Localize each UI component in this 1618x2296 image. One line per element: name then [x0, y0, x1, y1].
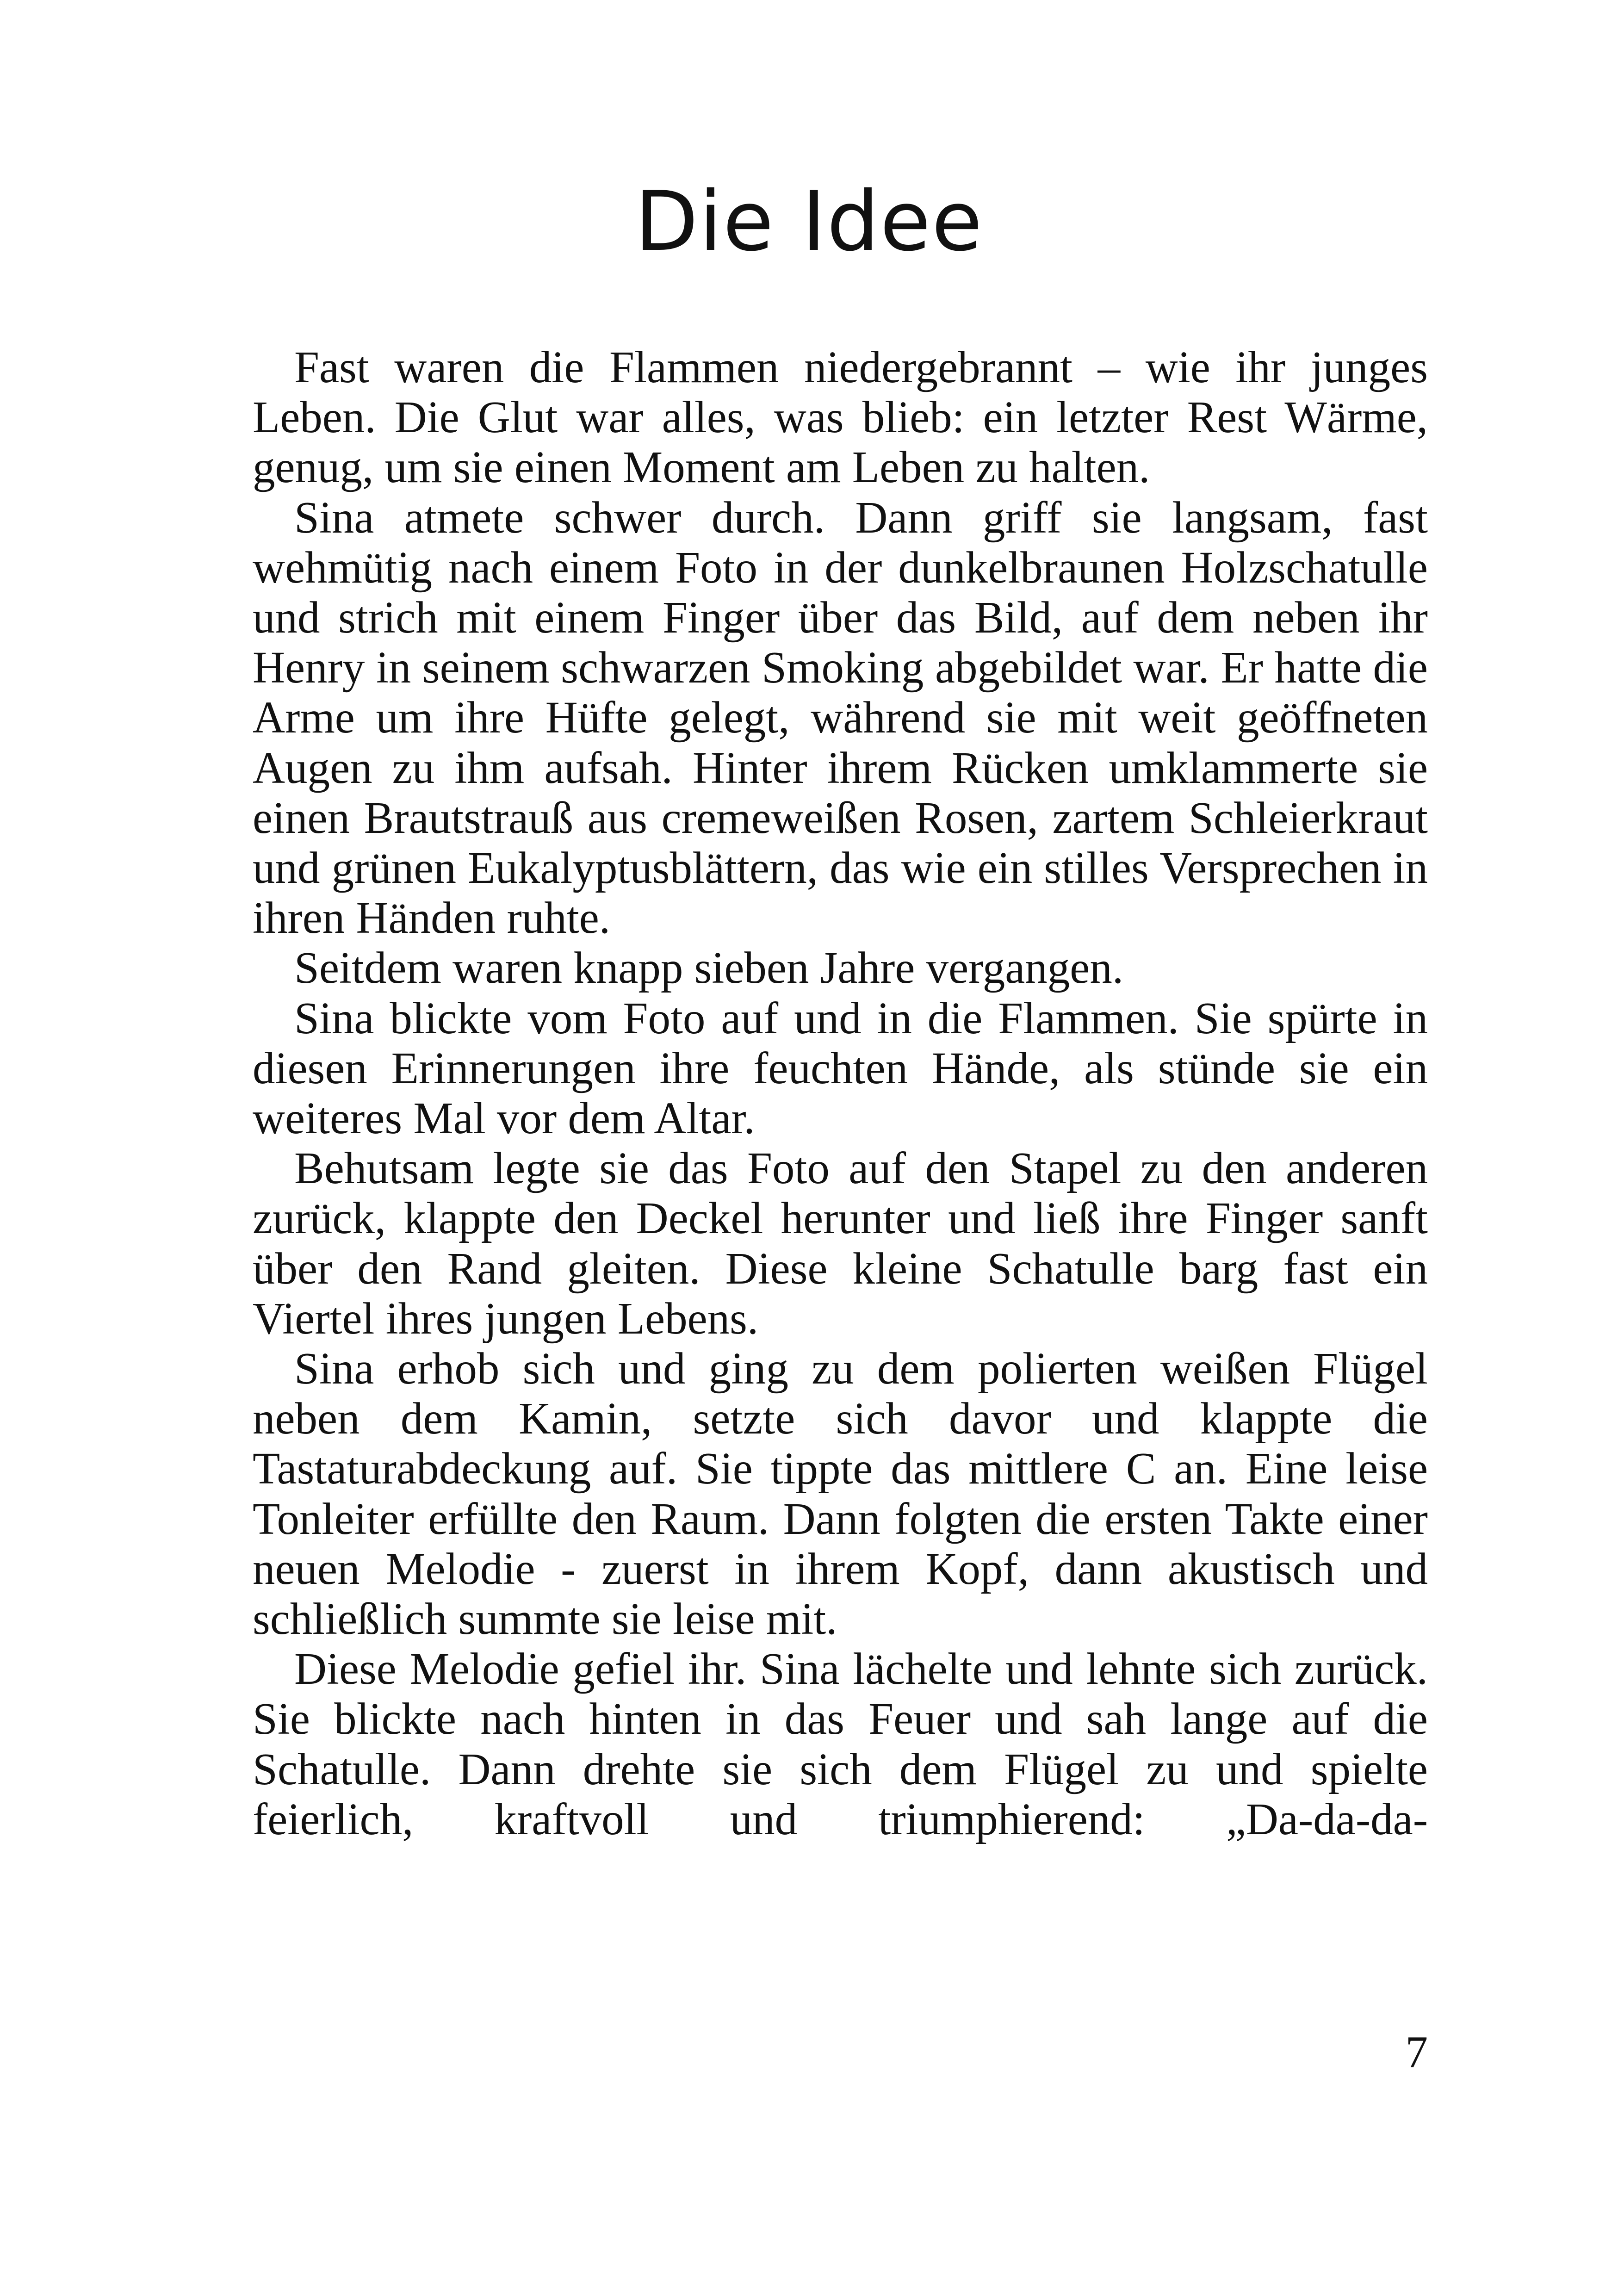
paragraph: Sina atmete schwer durch. Dann griff sie langsam, fast wehmütig nach einem Foto in der dunkelbraunen Holzschatulle und strich mit einem Finger über das Bild, auf dem neben ihr Henry in seinem schwarzen Smoking abgebildet war. Er hatte die Arme um ihre Hüfte gelegt, während sie mit weit geöffneten Augen zu ihm aufsah. Hinter ihrem Rücken umklammerte sie einen Brautstrauß aus cremeweißen Rosen, zartem Schleierkraut und grünen Eukalyptusblättern, das wie ein stilles Versprechen in ihren Händen ruhte. [253, 492, 1428, 943]
page-number: 7 [1405, 2027, 1428, 2077]
paragraph: Seitdem waren knapp sieben Jahre vergangen. [294, 943, 1124, 993]
paragraph: Fast waren die Flammen niedergebrannt – wie ihr junges Leben. Die Glut war alles, was blieb: ein letzter Rest Wärme, genug, um sie einen Moment am Leben zu halten. [253, 342, 1428, 492]
paragraph: Sina erhob sich und ging zu dem polierten weißen Flügel neben dem Kamin, setzte sich davor und klappte die Tastaturabdeckung auf. Sie tippte das mittlere C an. Eine leise Tonleiter erfüllte den Raum. Dann folgten die ersten Takte einer neuen Melodie - zuerst in ihrem Kopf, dann akustisch und schließlich summte sie leise mit. [253, 1344, 1428, 1644]
paragraph: Behutsam legte sie das Foto auf den Stapel zu den anderen zurück, klappte den Deckel herunter und ließ ihre Finger sanft über den Rand gleiten. Diese kleine Schatulle barg fast ein Viertel ihres jungen Lebens. [253, 1143, 1428, 1343]
paragraph: Sina blickte vom Foto auf und in die Flammen. Sie spürte in diesen Erinnerungen ihre feuchten Hände, als stünde sie ein weiteres Mal vor dem Altar. [253, 993, 1428, 1143]
paragraph: Diese Melodie gefiel ihr. Sina lächelte und lehnte sich zurück. Sie blickte nach hinten in das Feuer und sah lange auf die Schatulle. Dann drehte sie sich dem Flügel zu und spielte feierlich, kraftvoll und triumphierend: „Da-da-da- [253, 1644, 1428, 1844]
chapter-body [253, 342, 1428, 1844]
chapter-title: Die Idee [634, 174, 984, 269]
